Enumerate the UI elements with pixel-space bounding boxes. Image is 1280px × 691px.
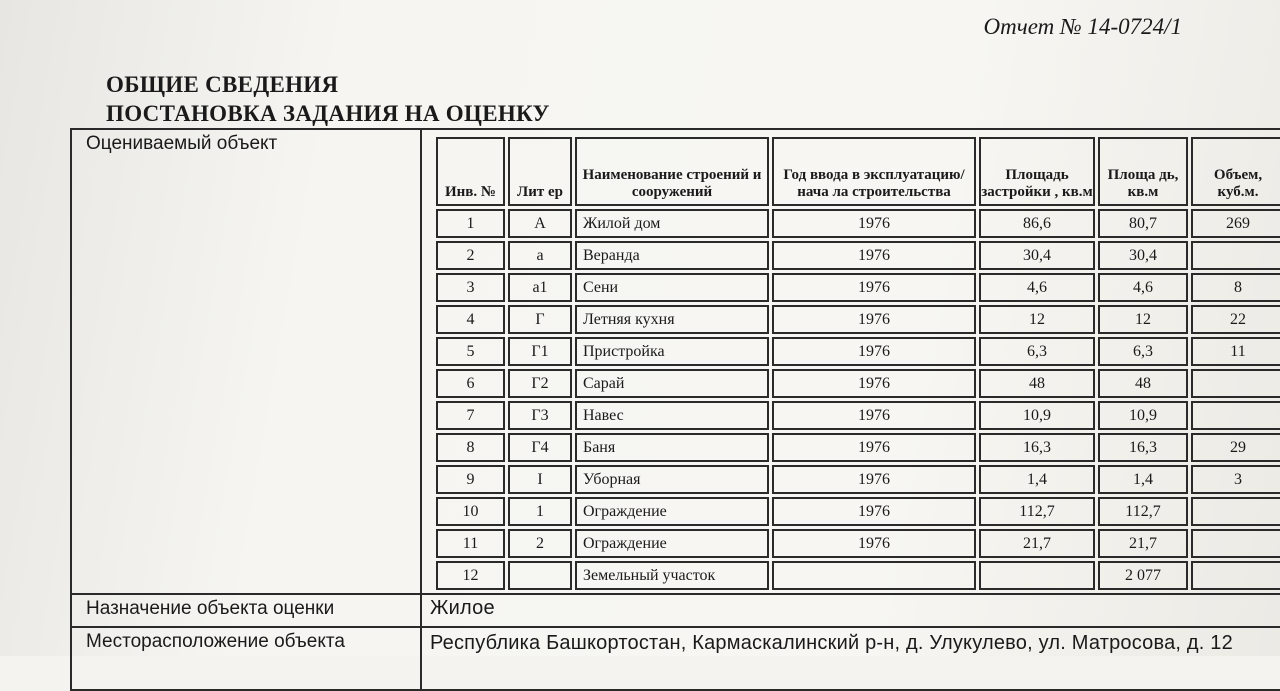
cell-build-area: 21,7 (979, 529, 1095, 558)
cell-volume: 3 (1191, 465, 1280, 494)
cell-area: 10,9 (1098, 401, 1188, 430)
table-row (436, 209, 1280, 238)
cell-name: Навес (575, 401, 769, 430)
table-row (436, 241, 1280, 270)
table-row (436, 529, 1280, 558)
cell-year: 1976 (772, 433, 976, 462)
section-heading-task: ПОСТАНОВКА ЗАДАНИЯ НА ОЦЕНКУ (106, 101, 550, 126)
object-row (71, 129, 1280, 594)
cell-liter: А (508, 209, 572, 238)
cell-year: 1976 (772, 305, 976, 334)
col-header-liter: Лит ер (508, 137, 572, 206)
table-row (436, 433, 1280, 462)
cell-name: Баня (575, 433, 769, 462)
cell-inv: 10 (436, 497, 505, 526)
cell-liter: Г1 (508, 337, 572, 366)
cell-year: 1976 (772, 209, 976, 238)
cell-liter: I (508, 465, 572, 494)
table-row (436, 401, 1280, 430)
buildings-table (433, 134, 1280, 593)
cell-build-area: 12 (979, 305, 1095, 334)
cell-liter: Г2 (508, 369, 572, 398)
buildings-header-row (436, 137, 1280, 206)
cell-volume: 29 (1191, 433, 1280, 462)
purpose-row (71, 594, 1280, 627)
cell-year: 1976 (772, 465, 976, 494)
cell-area: 30,4 (1098, 241, 1188, 270)
cell-build-area: 10,9 (979, 401, 1095, 430)
table-row (436, 337, 1280, 366)
cell-liter (508, 561, 572, 590)
table-row (436, 561, 1280, 590)
purpose-value: Жилое (421, 594, 1280, 627)
cell-build-area: 4,6 (979, 273, 1095, 302)
report-number: Отчет № 14-0724/1 (983, 14, 1182, 39)
cell-year: 1976 (772, 241, 976, 270)
cell-volume: 269 (1191, 209, 1280, 238)
cell-liter: а (508, 241, 572, 270)
cell-area: 48 (1098, 369, 1188, 398)
cell-inv: 3 (436, 273, 505, 302)
cell-volume (1191, 561, 1280, 590)
cell-area: 112,7 (1098, 497, 1188, 526)
cell-volume (1191, 497, 1280, 526)
cell-inv: 7 (436, 401, 505, 430)
cell-year: 1976 (772, 529, 976, 558)
cell-volume (1191, 369, 1280, 398)
cell-inv: 1 (436, 209, 505, 238)
cell-liter: а1 (508, 273, 572, 302)
cell-year (772, 561, 976, 590)
cell-name: Сени (575, 273, 769, 302)
cell-year: 1976 (772, 337, 976, 366)
cell-name: Летняя кухня (575, 305, 769, 334)
cell-build-area: 86,6 (979, 209, 1095, 238)
col-header-inv: Инв. № (436, 137, 505, 206)
cell-area: 12 (1098, 305, 1188, 334)
cell-liter: 1 (508, 497, 572, 526)
cell-year: 1976 (772, 401, 976, 430)
cell-inv: 4 (436, 305, 505, 334)
cell-year: 1976 (772, 369, 976, 398)
general-info-table (70, 128, 1280, 691)
cell-build-area: 6,3 (979, 337, 1095, 366)
cell-liter: 2 (508, 529, 572, 558)
col-header-area: Площа дь, кв.м (1098, 137, 1188, 206)
cell-inv: 6 (436, 369, 505, 398)
location-value: Республика Башкортостан, Кармаскалинский р-н, д. Улукулево, ул. Матросова, д. 12 (421, 627, 1280, 690)
cell-inv: 11 (436, 529, 505, 558)
location-row (71, 627, 1280, 690)
table-row (436, 369, 1280, 398)
cell-year: 1976 (772, 497, 976, 526)
cell-volume: 22 (1191, 305, 1280, 334)
cell-build-area: 16,3 (979, 433, 1095, 462)
cell-name: Сарай (575, 369, 769, 398)
cell-volume: 8 (1191, 273, 1280, 302)
object-value-cell (421, 129, 1280, 594)
table-row (436, 497, 1280, 526)
cell-area: 80,7 (1098, 209, 1188, 238)
cell-build-area (979, 561, 1095, 590)
cell-build-area: 112,7 (979, 497, 1095, 526)
cell-liter: Г3 (508, 401, 572, 430)
cell-volume (1191, 529, 1280, 558)
cell-inv: 8 (436, 433, 505, 462)
table-row (436, 465, 1280, 494)
cell-volume (1191, 401, 1280, 430)
cell-inv: 9 (436, 465, 505, 494)
cell-year: 1976 (772, 273, 976, 302)
table-row (436, 273, 1280, 302)
cell-area: 6,3 (1098, 337, 1188, 366)
cell-name: Ограждение (575, 497, 769, 526)
cell-liter: Г4 (508, 433, 572, 462)
location-label: Месторасположение объекта (71, 627, 421, 690)
cell-name: Уборная (575, 465, 769, 494)
cell-inv: 12 (436, 561, 505, 590)
cell-inv: 5 (436, 337, 505, 366)
cell-build-area: 48 (979, 369, 1095, 398)
cell-name: Веранда (575, 241, 769, 270)
cell-area: 1,4 (1098, 465, 1188, 494)
cell-name: Ограждение (575, 529, 769, 558)
cell-area: 21,7 (1098, 529, 1188, 558)
cell-inv: 2 (436, 241, 505, 270)
purpose-label: Назначение объекта оценки (71, 594, 421, 627)
cell-volume: 11 (1191, 337, 1280, 366)
cell-area: 2 077 (1098, 561, 1188, 590)
table-row (436, 305, 1280, 334)
cell-volume (1191, 241, 1280, 270)
section-heading-general: ОБЩИЕ СВЕДЕНИЯ (106, 72, 339, 97)
cell-area: 16,3 (1098, 433, 1188, 462)
col-header-volume: Объем, куб.м. (1191, 137, 1280, 206)
cell-liter: Г (508, 305, 572, 334)
col-header-build-area: Площадь застройки , кв.м (979, 137, 1095, 206)
cell-area: 4,6 (1098, 273, 1188, 302)
cell-build-area: 30,4 (979, 241, 1095, 270)
object-label: Оцениваемый объект (71, 129, 421, 594)
cell-name: Жилой дом (575, 209, 769, 238)
cell-build-area: 1,4 (979, 465, 1095, 494)
col-header-name: Наименование строений и сооружений (575, 137, 769, 206)
cell-name: Земельный участок (575, 561, 769, 590)
cell-name: Пристройка (575, 337, 769, 366)
col-header-year: Год ввода в эксплуатацию/нача ла строительства (772, 137, 976, 206)
